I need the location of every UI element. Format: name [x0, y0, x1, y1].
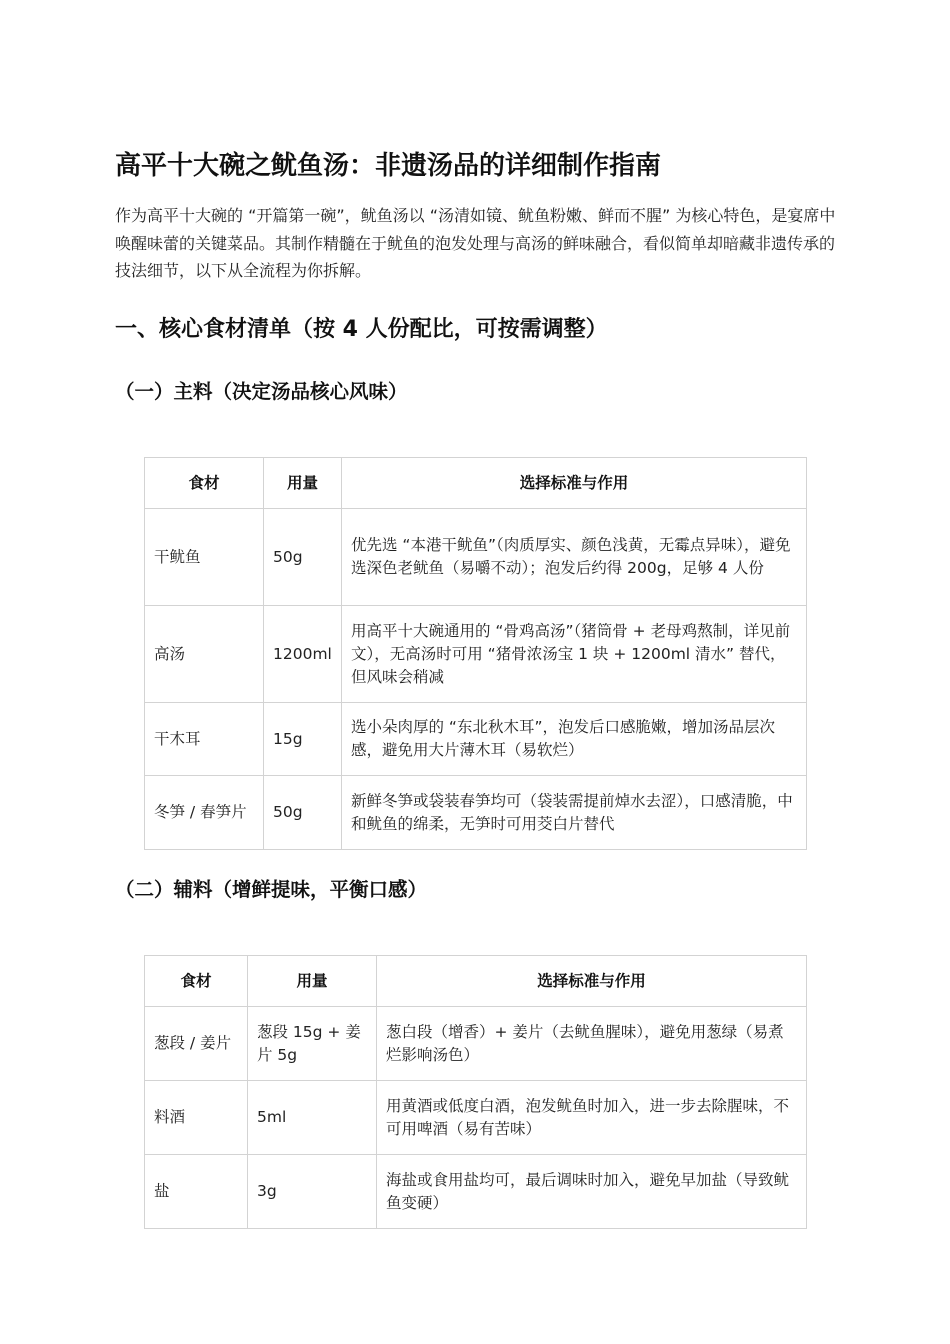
- section-heading-ingredients: 一、核心食材清单（按 4 人份配比，可按需调整）: [115, 317, 608, 342]
- table-row: [145, 606, 807, 703]
- main-ingredients-table: [144, 457, 807, 850]
- subsection-heading-auxiliary: （二）辅料（增鲜提味，平衡口感）: [115, 878, 428, 901]
- ingredient-note: 用高平十大碗通用的 “骨鸡高汤”（猪筒骨 + 老母鸡熬制，详见前文），无高汤时可用 “猪骨浓汤宝 1 块 + 1200ml 清水” 替代，但风味会稍减: [342, 606, 807, 703]
- table-row: [145, 1155, 807, 1229]
- table-row: [145, 776, 807, 850]
- ingredient-note: 选小朵肉厚的 “东北秋木耳”，泡发后口感脆嫩，增加汤品层次感，避免用大片薄木耳（易软烂）: [342, 703, 807, 776]
- ingredient-name: 料酒: [145, 1081, 248, 1155]
- ingredient-amount: 50g: [264, 776, 342, 850]
- table-header-row: [145, 458, 807, 509]
- auxiliary-ingredients-table: [144, 955, 807, 1229]
- subsection-heading-main: （一）主料（决定汤品核心风味）: [115, 380, 408, 403]
- table-header-row: [145, 956, 807, 1007]
- column-header-notes: 选择标准与作用: [377, 956, 807, 1007]
- ingredient-note: 用黄酒或低度白酒，泡发鱿鱼时加入，进一步去除腥味，不可用啤酒（易有苦味）: [377, 1081, 807, 1155]
- table-row: [145, 509, 807, 606]
- ingredient-name: 盐: [145, 1155, 248, 1229]
- ingredient-amount: 3g: [248, 1155, 377, 1229]
- ingredient-amount: 50g: [264, 509, 342, 606]
- ingredient-name: 干鱿鱼: [145, 509, 264, 606]
- intro-paragraph: 作为高平十大碗的 “开篇第一碗”，鱿鱼汤以 “汤清如镜、鱿鱼粉嫩、鲜而不腥” 为核心特色，是宴席中唤醒味蕾的关键菜品。其制作精髓在于鱿鱼的泡发处理与高汤的鲜味融合，看似简单却暗藏非遗传承的技法细节，以下从全流程为你拆解。: [115, 206, 836, 280]
- ingredient-amount: 5ml: [248, 1081, 377, 1155]
- ingredient-name: 冬笋 / 春笋片: [145, 776, 264, 850]
- table-row: [145, 1081, 807, 1155]
- ingredient-note: 葱白段（增香）+ 姜片（去鱿鱼腥味），避免用葱绿（易煮烂影响汤色）: [377, 1007, 807, 1081]
- column-header-amount: 用量: [264, 458, 342, 509]
- ingredient-name: 葱段 / 姜片: [145, 1007, 248, 1081]
- ingredient-amount: 15g: [264, 703, 342, 776]
- ingredient-name: 高汤: [145, 606, 264, 703]
- column-header-notes: 选择标准与作用: [342, 458, 807, 509]
- column-header-amount: 用量: [248, 956, 377, 1007]
- column-header-ingredient: 食材: [145, 458, 264, 509]
- ingredient-note: 优先选 “本港干鱿鱼”（肉质厚实、颜色浅黄，无霉点异味），避免选深色老鱿鱼（易嚼不动）；泡发后约得 200g，足够 4 人份: [342, 509, 807, 606]
- ingredient-note: 海盐或食用盐均可，最后调味时加入，避免早加盐（导致鱿鱼变硬）: [377, 1155, 807, 1229]
- table-row: [145, 703, 807, 776]
- column-header-ingredient: 食材: [145, 956, 248, 1007]
- ingredient-note: 新鲜冬笋或袋装春笋均可（袋装需提前焯水去涩），口感清脆，中和鱿鱼的绵柔，无笋时可用茭白片替代: [342, 776, 807, 850]
- document-title: 高平十大碗之鱿鱼汤：非遗汤品的详细制作指南: [115, 151, 662, 181]
- ingredient-name: 干木耳: [145, 703, 264, 776]
- ingredient-amount: 1200ml: [264, 606, 342, 703]
- ingredient-amount: 葱段 15g + 姜片 5g: [248, 1007, 377, 1081]
- table-row: [145, 1007, 807, 1081]
